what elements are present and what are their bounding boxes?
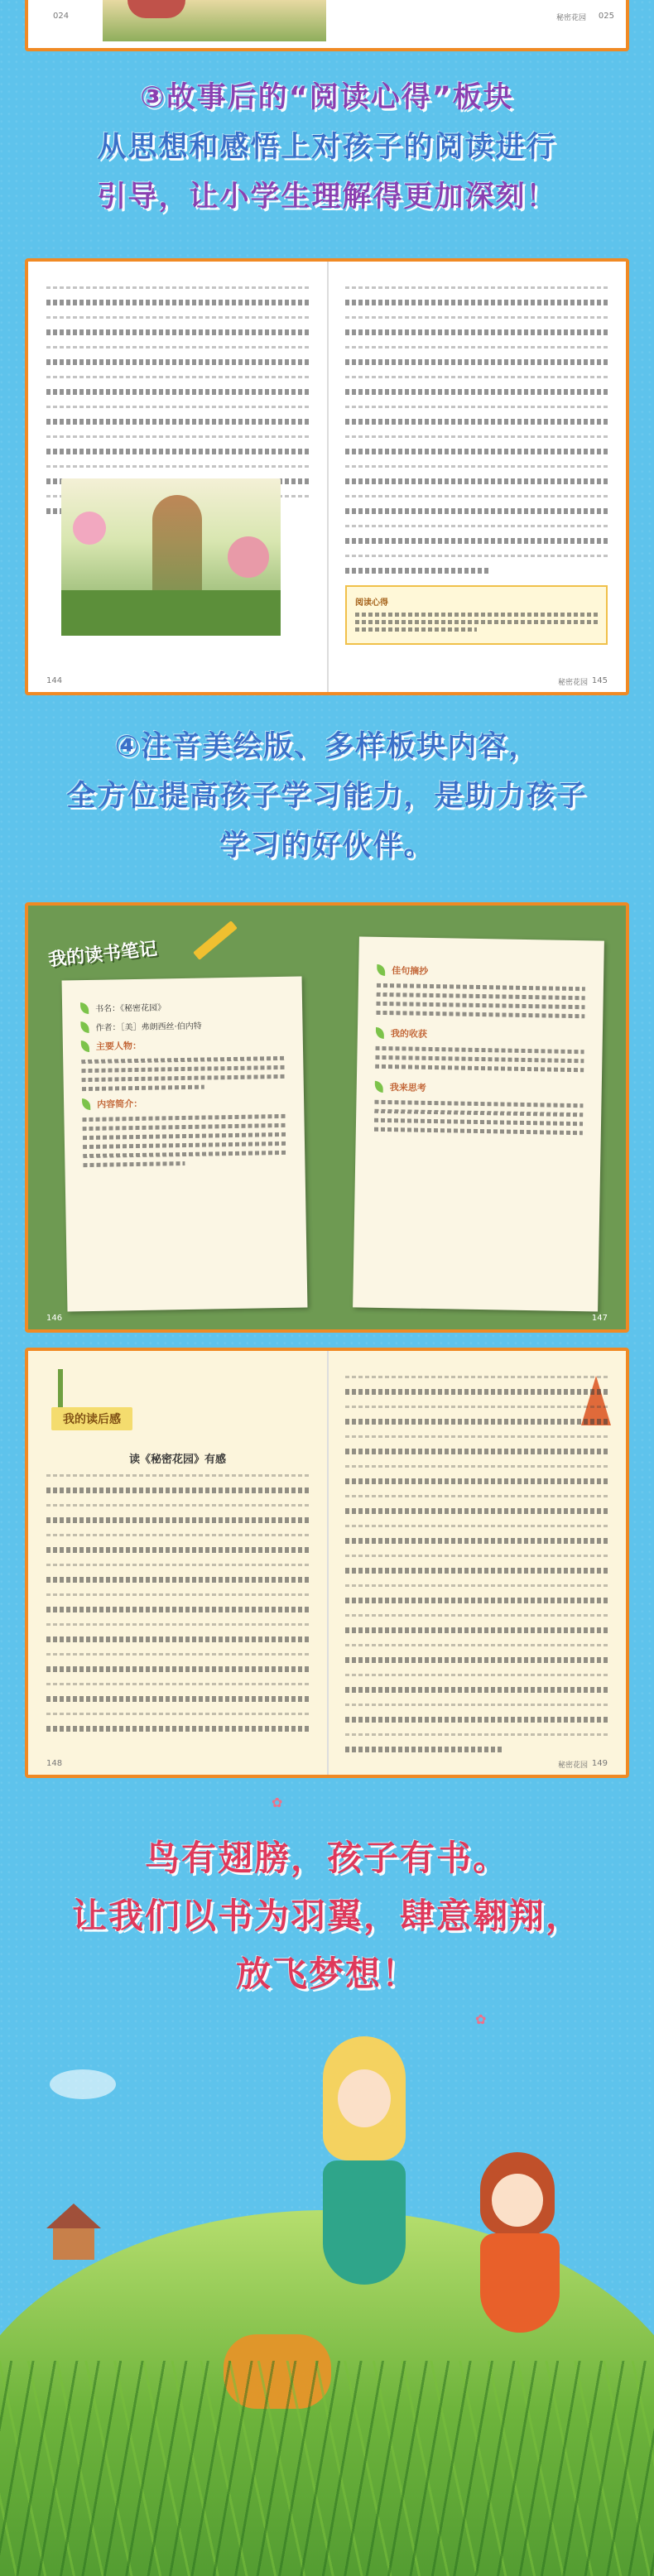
caption-line-9: 放飞梦想！ xyxy=(235,1954,418,1994)
red-hair-girl xyxy=(464,2152,579,2351)
caption-line-5: 全方位提高孩子学习能力，是助力孩子 xyxy=(66,780,588,813)
right-page xyxy=(327,1351,626,1775)
caption-line-3: 引导，让小学生理解得更加深刻！ xyxy=(97,180,557,214)
right-note-paper xyxy=(353,936,604,1311)
page-number: 149 xyxy=(591,1759,608,1768)
left-page xyxy=(28,262,327,692)
flower-icon: ✿ xyxy=(475,2011,487,2027)
page-tag: 秘密花园 xyxy=(557,1761,588,1770)
book-spread-reading-notes xyxy=(25,258,629,695)
reflection-title-banner: 我的读后感 xyxy=(51,1407,132,1430)
house-roof xyxy=(46,2204,101,2228)
right-page xyxy=(327,262,626,692)
book-spread-reflection xyxy=(25,1348,629,1778)
blonde-girl xyxy=(298,2036,430,2334)
garden-illustration xyxy=(61,478,281,636)
page-number: 144 xyxy=(46,676,63,685)
summary-label: 内容简介： xyxy=(97,1098,143,1110)
house xyxy=(53,2227,94,2260)
flower-icon: ✿ xyxy=(272,1795,283,1810)
quotes-label: 佳句摘抄 xyxy=(392,965,429,977)
page-number: 145 xyxy=(591,676,608,685)
caption-line-1: ③故事后的“阅读心得”板块 xyxy=(140,81,514,114)
grass-blades xyxy=(0,2361,654,2576)
page-number-right: 025 xyxy=(598,12,614,21)
top-book-strip xyxy=(25,0,629,51)
author-field: 作者：［美］弗朗西丝·伯内特 xyxy=(95,1021,202,1033)
left-note-paper xyxy=(62,976,308,1311)
book-name-field: 书名：《秘密花园》 xyxy=(95,1003,166,1014)
essay-title: 读《秘密花园》有感 xyxy=(128,1454,226,1466)
page-tag: 秘密花园 xyxy=(557,679,588,687)
meadow-illustration xyxy=(0,2020,654,2576)
gains-label: 我的收获 xyxy=(390,1028,427,1040)
reading-log-title: 我的读书笔记 xyxy=(47,939,159,971)
caption-line-8: 让我们以书为羽翼，肆意翱翔， xyxy=(71,1896,582,1936)
page-number-left: 024 xyxy=(53,12,70,21)
top-illustration-figure xyxy=(127,0,185,18)
caption-line-4: ④注音美绘版、多样板块内容， xyxy=(114,730,540,763)
page-number: 146 xyxy=(46,1314,63,1323)
reading-notes-title: 阅读心得 xyxy=(355,598,388,608)
caption-line-6: 学习的好伙伴。 xyxy=(219,829,435,863)
thinking-label: 我来思考 xyxy=(389,1082,426,1093)
reading-notes-box xyxy=(345,585,608,645)
page-number: 148 xyxy=(46,1759,63,1768)
caption-line-2: 从思想和感悟上对孩子的阅读进行 xyxy=(97,131,557,164)
left-page xyxy=(28,1351,327,1775)
characters-label: 主要人物： xyxy=(95,1040,142,1052)
book-spread-reading-log xyxy=(25,902,629,1333)
page-number: 147 xyxy=(591,1314,608,1323)
caption-line-7: 鸟有翅膀，孩子有书。 xyxy=(144,1838,509,1878)
page-tag: 秘密花园 xyxy=(555,14,586,22)
cloud xyxy=(50,2069,116,2099)
pencil-icon xyxy=(193,920,238,960)
